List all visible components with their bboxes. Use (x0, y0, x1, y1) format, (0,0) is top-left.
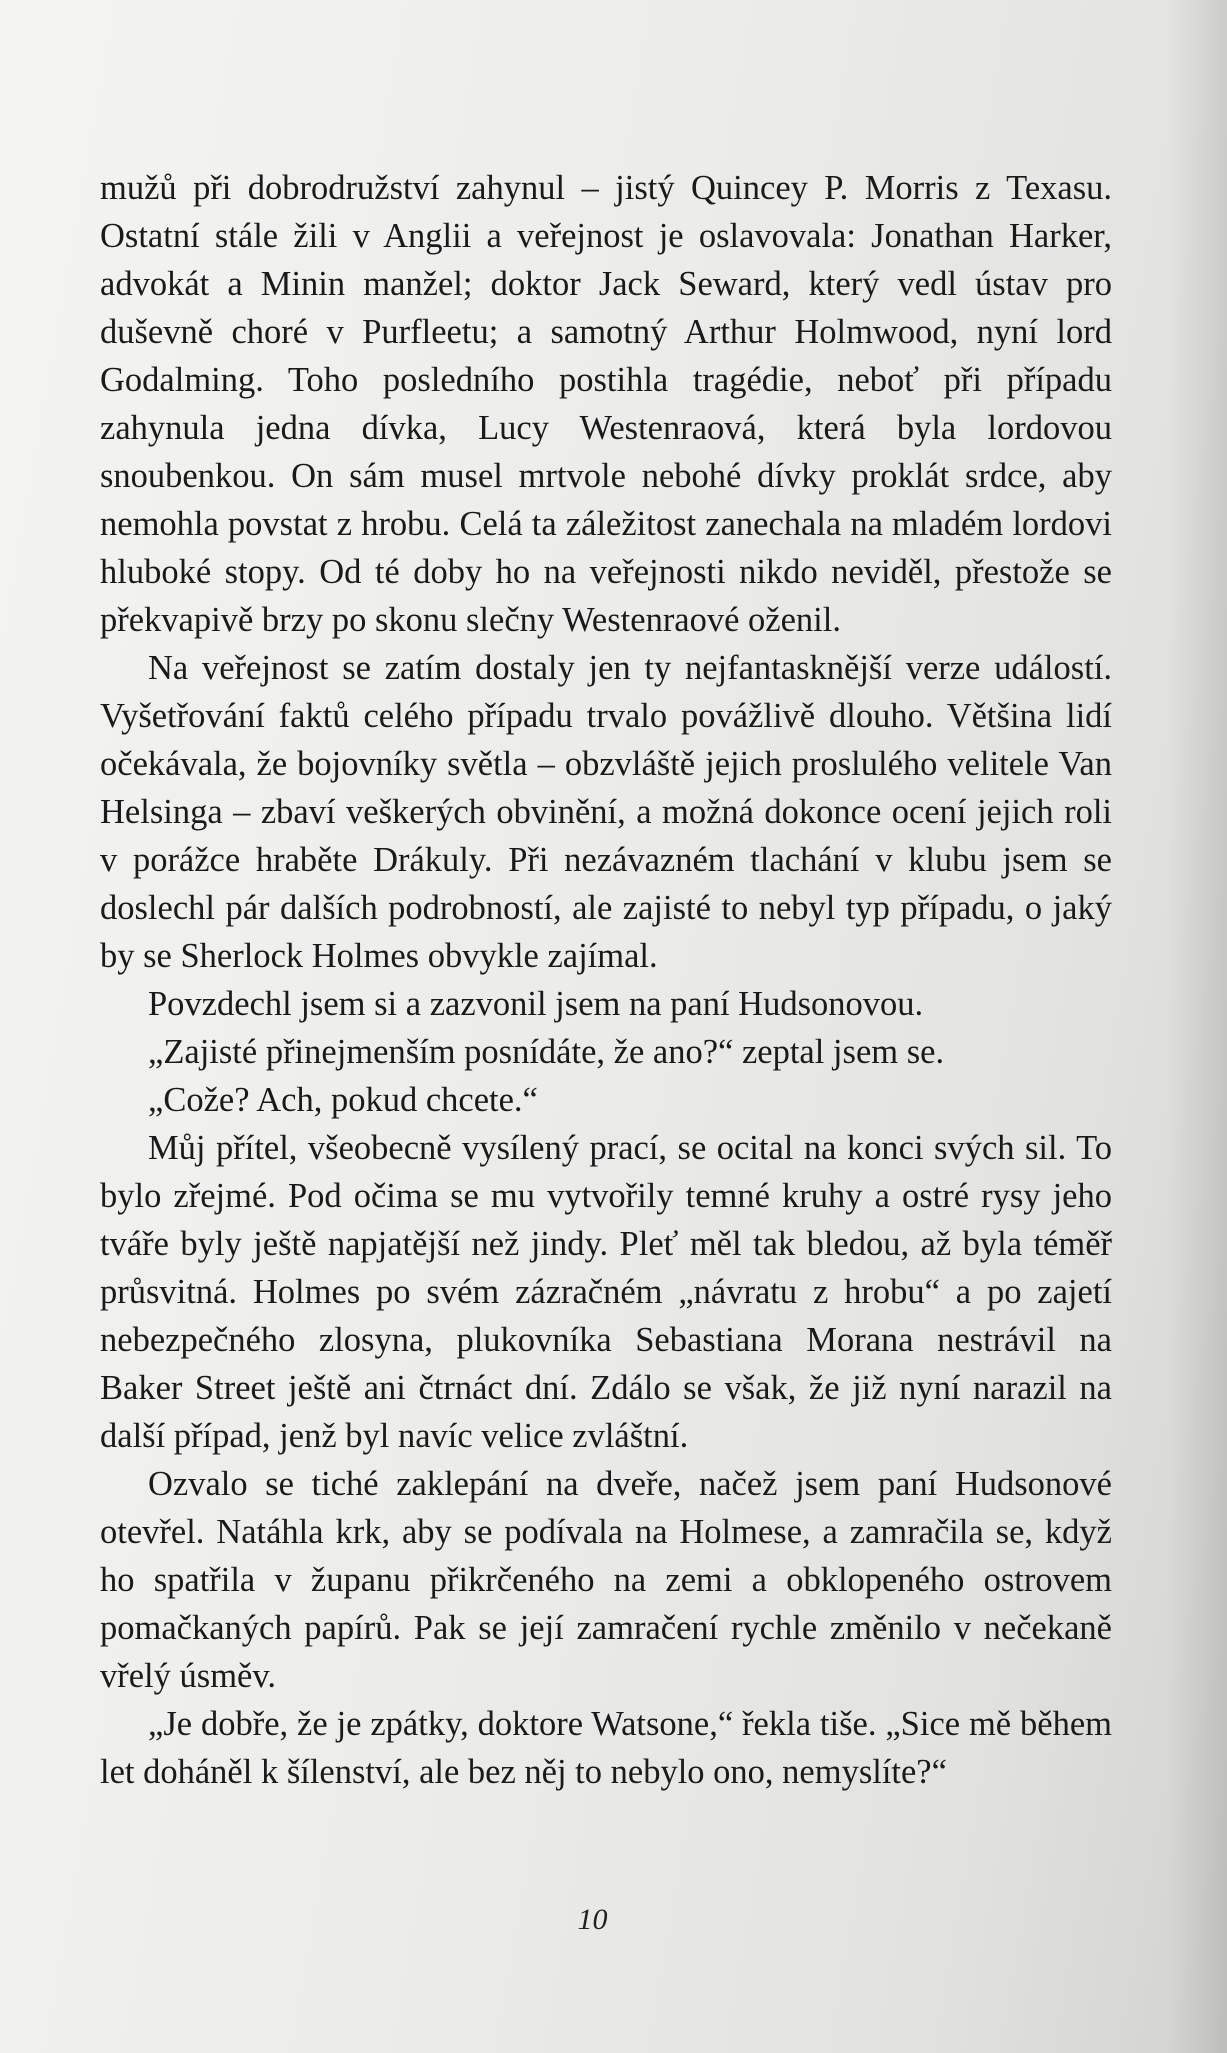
paragraph: „Zajisté přinejmenším posnídáte, že ano?“ zeptal jsem se. (148, 1033, 945, 1071)
paragraph: Ozvalo se tiché zaklepání na dveře, načež jsem paní Hudsonové otevřel. Natáhla krk, aby se podívala na Holmese, a zamračila se, když ho spatřila v županu přikrčeného na zemi a obklopeného ostrovem pomačkaných papírů. Pak se její zamračení rychle změnilo v nečekaně vřelý úsměv. (100, 1465, 1112, 1695)
page-shadow (1167, 0, 1227, 2053)
page-number: 10 (577, 1903, 608, 1936)
paragraph: „Cože? Ach, pokud chcete.“ (148, 1081, 538, 1119)
body-text (100, 164, 1112, 1796)
paragraph: mužů při dobrodružství zahynul – jistý Quincey P. Morris z Texasu. Ostatní stále žili v Anglii a veřejnost je oslavovala: Jonathan Harker, advokát a Minin manžel; doktor Jack Seward, který vedl ústav pro duševně choré v Purfleetu; a samotný Arthur Holmwood, nyní lord Godalming. Toho posledního postihla tragédie, neboť při případu zahynula jedna dívka, Lucy Westenraová, která byla lordovou snoubenkou. On sám musel mrtvole nebohé dívky proklát srdce, aby nemohla povstat z hrobu. Celá ta záležitost zanechala na mladém lordovi hluboké stopy. Od té doby ho na veřejnosti nikdo neviděl, přestože se překvapivě brzy po skonu slečny Westenraové oženil. (100, 169, 1112, 639)
paragraph: Na veřejnost se zatím dostaly jen ty nejfantasknější verze událostí. Vyšetřování faktů celého případu trvalo povážlivě dlouho. Většina lidí očekávala, že bojovníky světla – obzvláště jejich proslulého velitele Van Helsinga – zbaví veškerých obvinění, a možná dokonce ocení jejich roli v porážce hraběte Drákuly. Při nezávazném tlachání v klubu jsem se doslechl pár dalších podrobností, ale zajisté to nebyl typ případu, o jaký by se Sherlock Holmes obvykle zajímal. (100, 649, 1112, 975)
paragraph: Můj přítel, všeobecně vysílený prací, se ocital na konci svých sil. To bylo zřejmé. Pod očima se mu vytvořily temné kruhy a ostré rysy jeho tváře byly ještě napjatější než jindy. Pleť měl tak bledou, až byla téměř průsvitná. Holmes po svém zázračném „návratu z hrobu“ a po zajetí nebezpečného zlosyna, plukovníka Sebastiana Morana nestrávil na Baker Street ještě ani čtrnáct dní. Zdálo se však, že již nyní narazil na další případ, jenž byl navíc velice zvláštní. (100, 1129, 1112, 1455)
paragraph: Povzdechl jsem si a zazvonil jsem na paní Hudsonovou. (148, 985, 924, 1023)
paragraph: „Je dobře, že je zpátky, doktore Watsone,“ řekla tiše. „Sice mě během let doháněl k šílenství, ale bez něj to nebylo ono, nemyslíte?“ (100, 1705, 1112, 1791)
